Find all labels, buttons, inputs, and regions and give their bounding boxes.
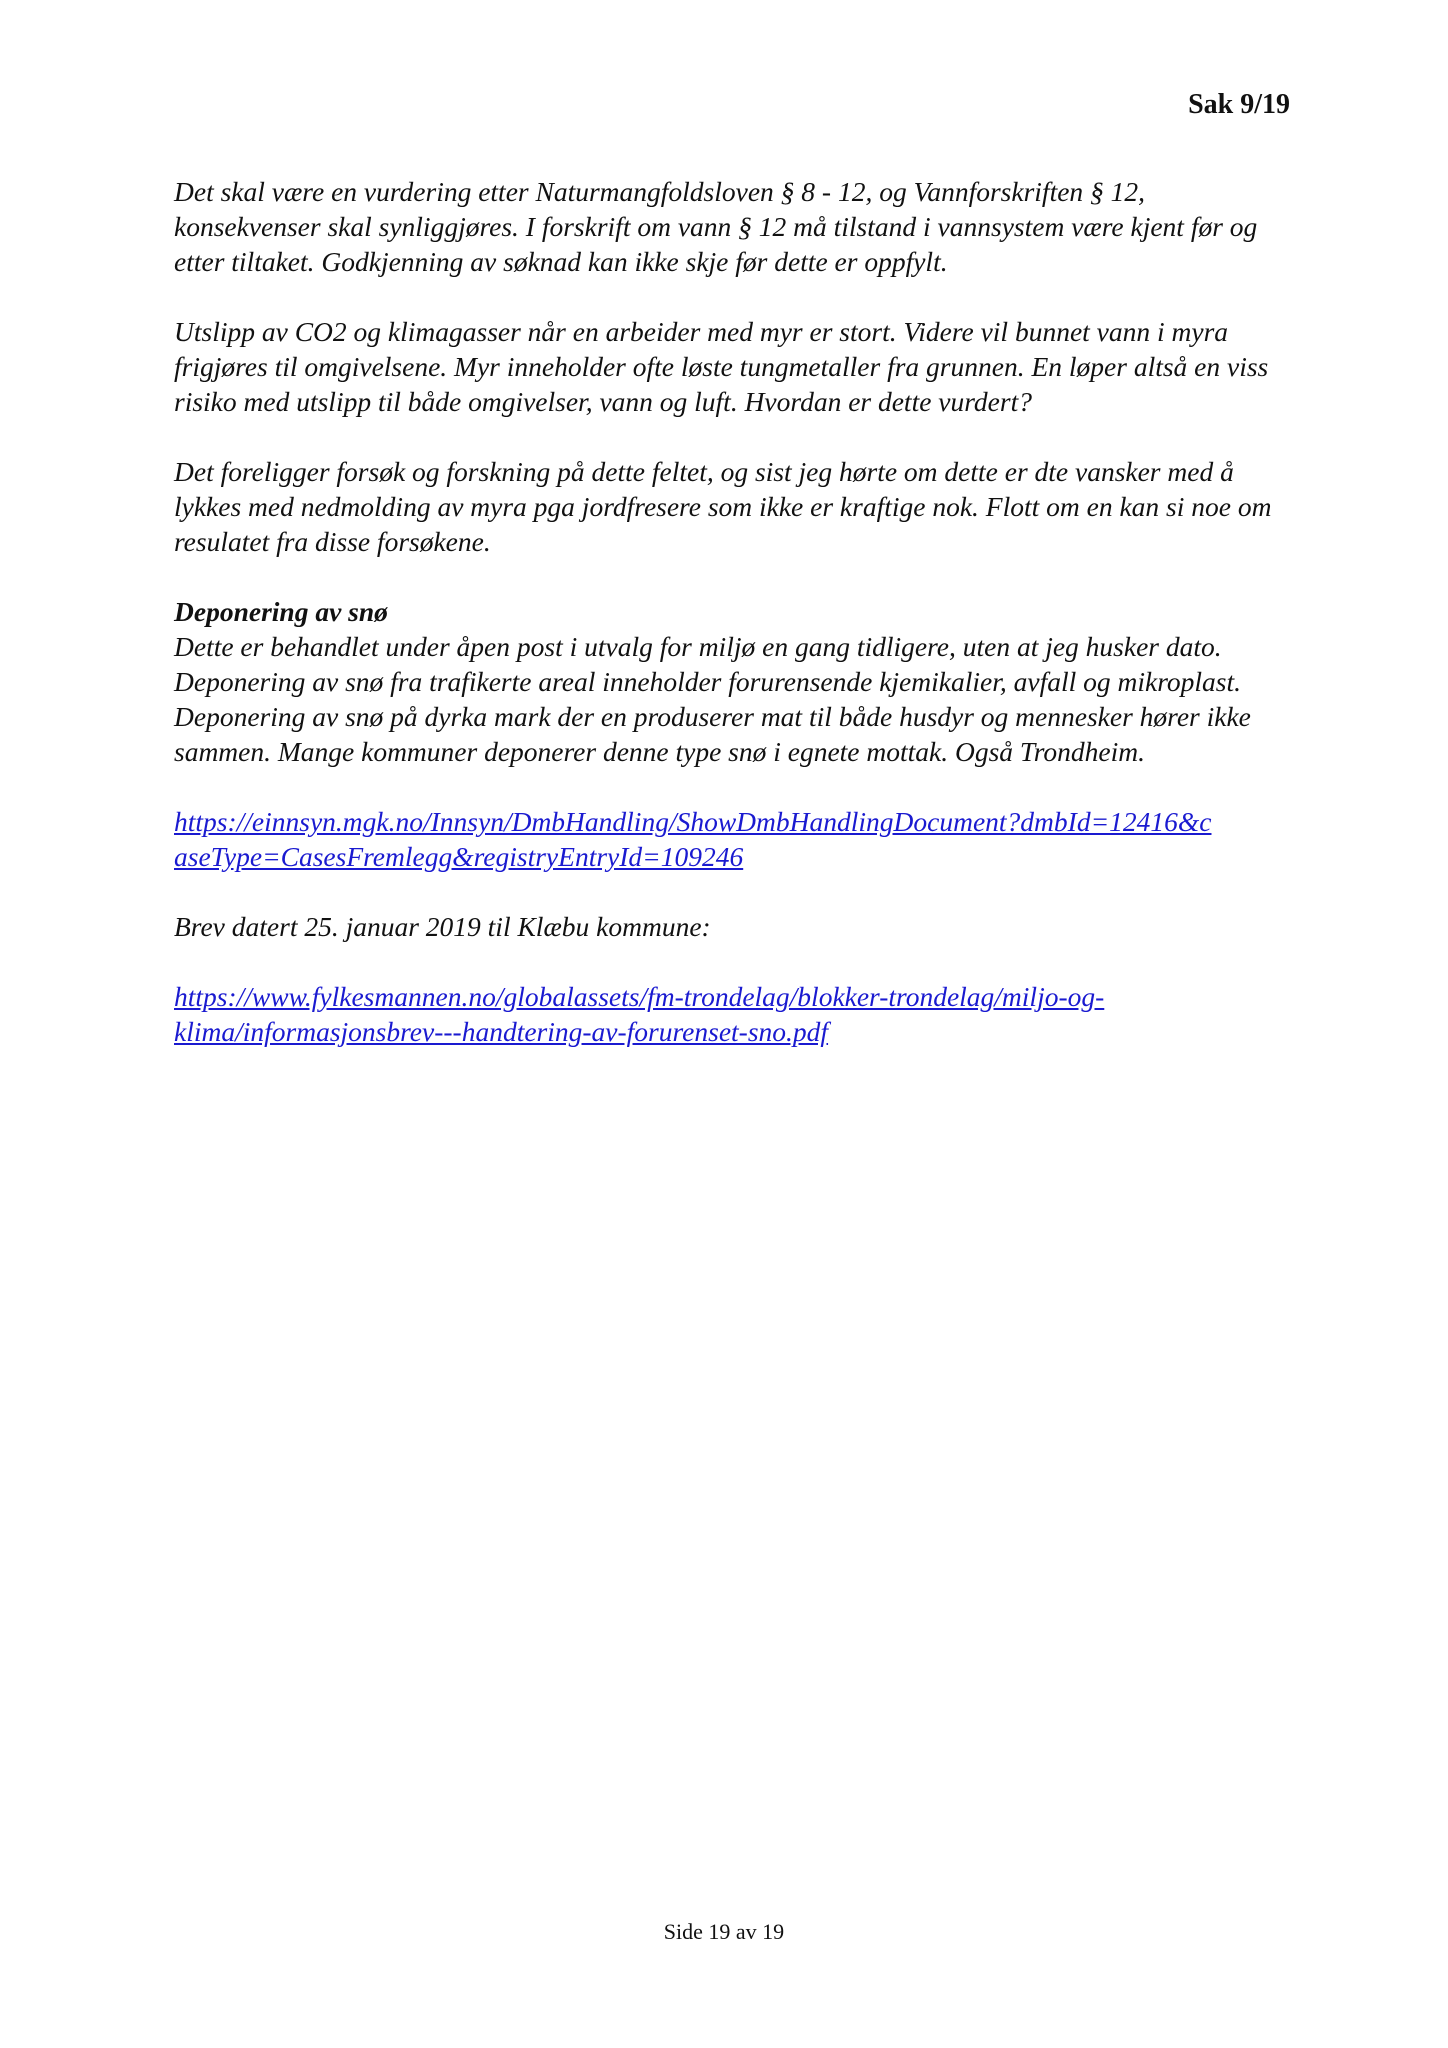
paragraph-emissions: Utslipp av CO2 og klimagasser når en arbeider med myr er stort. Videre vil bunnet vann i myra frigjøres til omgivelsene. Myr inneholder ofte løste tungmetaller fra grunnen. En løper altså en viss risiko med utslipp til både omgivelser, vann og luft. Hvordan er dette vurdert? <box>174 316 1269 417</box>
einnsyn-link[interactable] <box>174 806 1211 872</box>
letter-note: Brev datert 25. januar 2019 til Klæbu kommune: <box>174 911 711 942</box>
fylkesmannen-link-line1: https://www.fylkesmannen.no/globalassets/fm-trondelag/blokker-trondelag/miljo-og- <box>174 981 1105 1012</box>
paragraph-snow-deposit: Dette er behandlet under åpen post i utvalg for miljø en gang tidligere, uten at jeg husker dato. Deponering av snø fra trafikerte areal inneholder forurensende kjemikalier, avfall og mikroplast. Deponering av snø på dyrka mark der en produserer mat til både husdyr og mennesker hører ikke sammen. Mange kommuner deponerer denne type snø i egnete mottak. Også Trondheim. <box>174 631 1251 767</box>
fylkesmannen-link-line2: klima/informasjonsbrev---handtering-av-forurenset-sno.pdf <box>174 1016 829 1047</box>
einnsyn-link-line2: aseType=CasesFremlegg&registryEntryId=109246 <box>174 841 744 872</box>
paragraph-regulations: Det skal være en vurdering etter Naturmangfoldsloven § 8 - 12, og Vannforskriften § 12, konsekvenser skal synliggjøres. I forskrift om vann § 12 må tilstand i vannsystem være kjent før og etter tiltaket. Godkjenning av søknad kan ikke skje før dette er oppfylt. <box>174 176 1258 277</box>
document-body <box>174 174 1294 1084</box>
paragraph-research: Det foreligger forsøk og forskning på dette feltet, og sist jeg hørte om dette er dte vansker med å lykkes med nedmolding av myra pga jordfresere som ikke er kraftige nok. Flott om en kan si noe om resulatet fra disse forsøkene. <box>174 456 1272 557</box>
link-block-einnsyn <box>174 804 1294 874</box>
page-footer: Side 19 av 19 <box>663 1919 785 1944</box>
section-snow-deposit <box>174 594 1294 769</box>
einnsyn-link-line1: https://einnsyn.mgk.no/Innsyn/DmbHandling/ShowDmbHandlingDocument?dmbId=12416&c <box>174 806 1212 837</box>
fylkesmannen-link[interactable] <box>174 981 1104 1047</box>
case-reference: Sak 9/19 <box>1188 89 1290 120</box>
section-heading: Deponering av snø <box>174 596 388 627</box>
link-block-fylkesmannen <box>174 979 1294 1049</box>
